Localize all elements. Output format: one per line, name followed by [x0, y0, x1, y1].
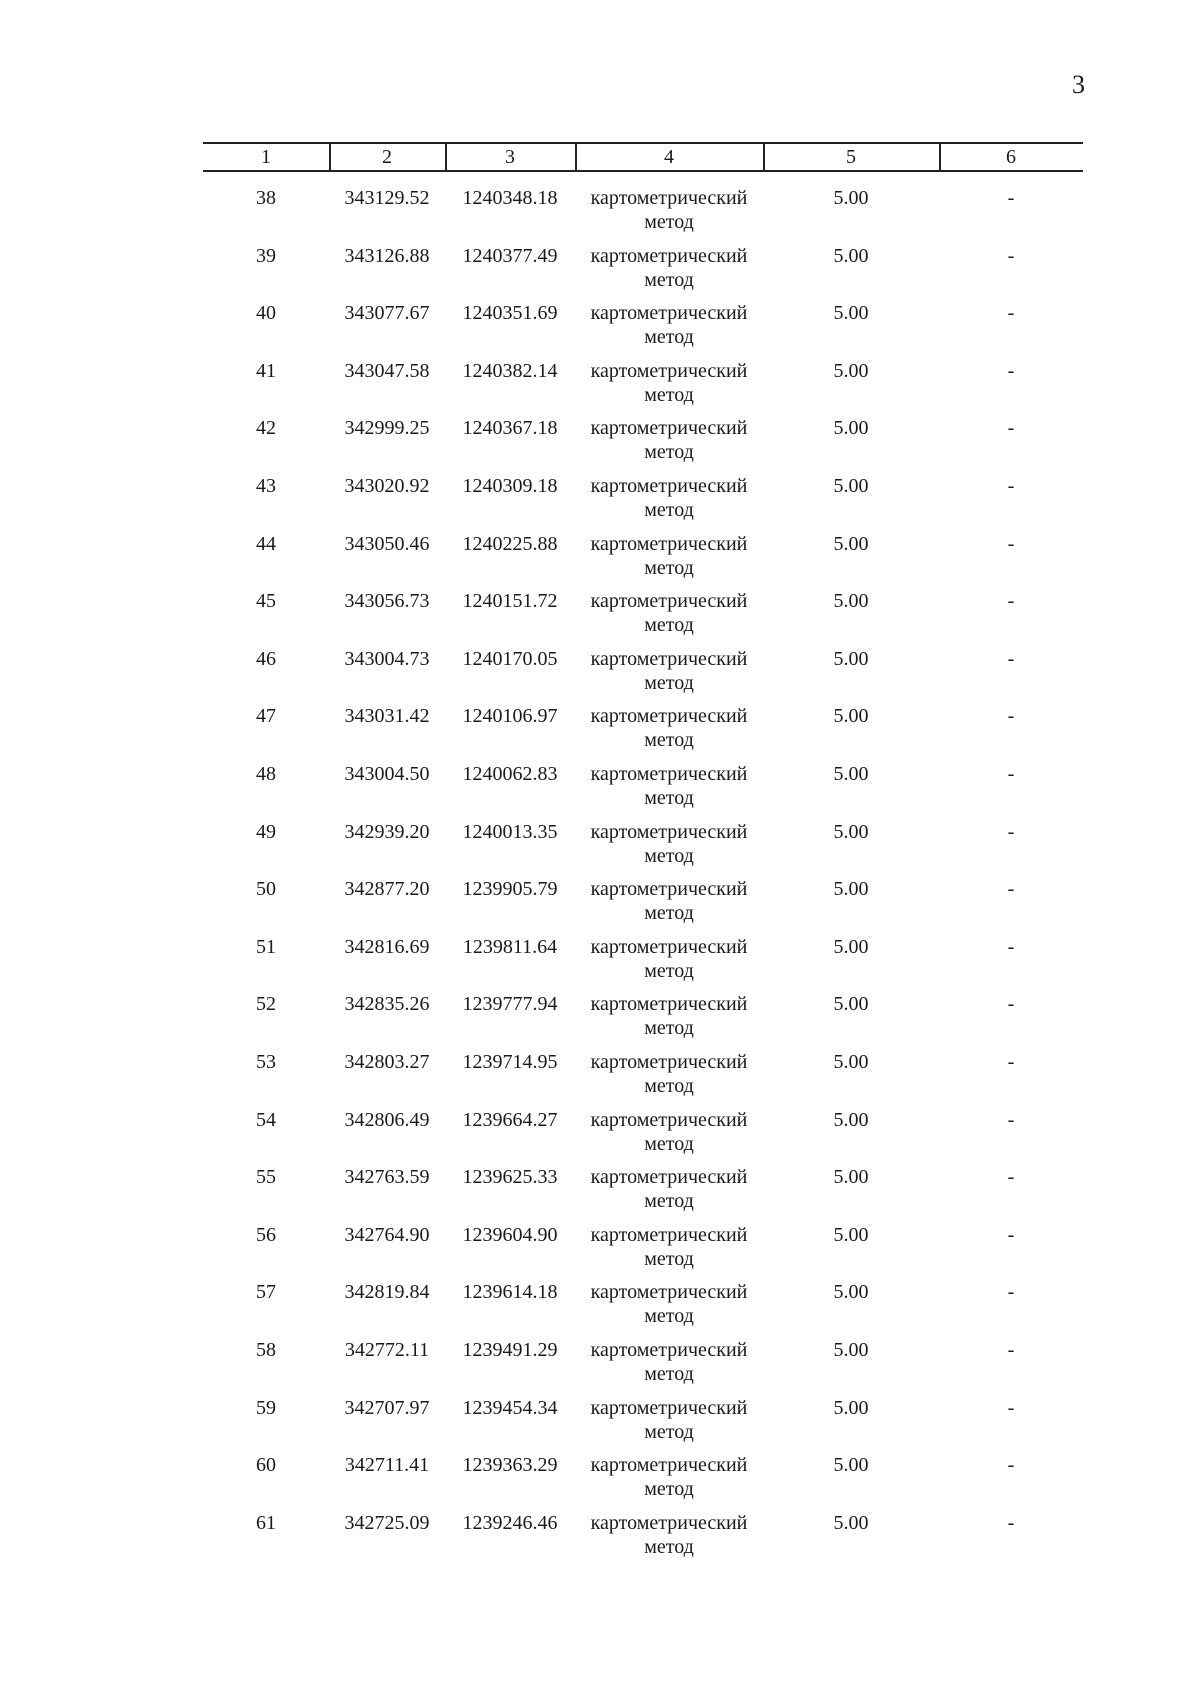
accuracy-cell: 5.00 [833, 1339, 869, 1361]
y-coordinate-cell: 1239363.29 [462, 1454, 558, 1477]
note-cell: - [1007, 532, 1015, 555]
method-line-2: метод [644, 1420, 694, 1443]
method-line-2: метод [644, 1535, 694, 1558]
method-line-2: метод [644, 614, 694, 637]
y-coordinate-cell: 1239491.29 [462, 1339, 558, 1361]
note-cell: - [1007, 1281, 1015, 1304]
method-line-1: картометрический [590, 244, 748, 267]
method-line-1: картометрический [590, 820, 748, 843]
method-line-1: картометрический [590, 647, 748, 670]
accuracy-cell: 5.00 [833, 1108, 869, 1131]
table-row [203, 359, 1083, 417]
point-number-cell: 40 [256, 302, 276, 325]
x-coordinate-cell: 343004.50 [344, 763, 430, 785]
point-number-cell: 61 [256, 1511, 276, 1534]
method-cell [575, 532, 763, 580]
table-row [203, 704, 1083, 762]
table-row [203, 820, 1083, 878]
note-cell: - [1007, 705, 1015, 728]
table-row [203, 1280, 1083, 1338]
y-coordinate-cell: 1240225.88 [462, 532, 558, 555]
point-number-cell: 53 [256, 1051, 276, 1073]
table-row [203, 532, 1083, 590]
method-line-1: картометрический [590, 1281, 748, 1304]
method-cell [575, 1108, 763, 1156]
method-line-2: метод [644, 671, 694, 694]
table-header [203, 142, 1083, 172]
accuracy-cell: 5.00 [833, 1166, 869, 1189]
method-line-1: картометрический [590, 590, 748, 613]
y-coordinate-cell: 1239454.34 [462, 1396, 558, 1419]
point-number-cell: 38 [256, 187, 276, 209]
method-cell [575, 301, 763, 349]
x-coordinate-cell: 342764.90 [344, 1223, 430, 1246]
method-cell [575, 474, 763, 522]
method-cell [575, 1511, 763, 1559]
point-number-cell: 46 [256, 647, 276, 670]
method-cell [575, 647, 763, 695]
method-line-1: картометрический [590, 187, 748, 209]
y-coordinate-cell: 1239664.27 [462, 1108, 558, 1131]
x-coordinate-cell: 342939.20 [344, 820, 430, 843]
method-line-1: картометрический [590, 935, 748, 958]
point-number-cell: 57 [256, 1281, 276, 1304]
header-col-4: 4 [664, 146, 674, 168]
method-line-1: картометрический [590, 1454, 748, 1477]
note-cell: - [1007, 1511, 1015, 1534]
point-number-cell: 47 [256, 705, 276, 728]
y-coordinate-cell: 1239777.94 [462, 993, 558, 1016]
x-coordinate-cell: 342772.11 [344, 1339, 430, 1361]
method-line-1: картометрический [590, 532, 748, 555]
x-coordinate-cell: 342803.27 [344, 1051, 430, 1073]
accuracy-cell: 5.00 [833, 935, 869, 958]
method-line-1: картометрический [590, 1108, 748, 1131]
y-coordinate-cell: 1239614.18 [462, 1281, 558, 1304]
note-cell: - [1007, 244, 1015, 267]
table-row [203, 1108, 1083, 1166]
method-cell [575, 1453, 763, 1501]
point-number-cell: 41 [256, 359, 276, 382]
accuracy-cell: 5.00 [833, 820, 869, 843]
x-coordinate-cell: 343020.92 [344, 475, 430, 497]
note-cell: - [1007, 417, 1015, 440]
note-cell: - [1007, 935, 1015, 958]
point-number-cell: 60 [256, 1454, 276, 1477]
method-line-1: картометрический [590, 359, 748, 382]
accuracy-cell: 5.00 [833, 302, 869, 325]
accuracy-cell: 5.00 [833, 1396, 869, 1419]
x-coordinate-cell: 343050.46 [344, 532, 430, 555]
point-number-cell: 39 [256, 244, 276, 267]
accuracy-cell: 5.00 [833, 1454, 869, 1477]
x-coordinate-cell: 342763.59 [344, 1166, 430, 1189]
table-row [203, 474, 1083, 532]
method-line-2: метод [644, 441, 694, 464]
y-coordinate-cell: 1240367.18 [462, 417, 558, 440]
x-coordinate-cell: 342819.84 [344, 1281, 430, 1304]
y-coordinate-cell: 1239905.79 [462, 878, 558, 901]
note-cell: - [1007, 1339, 1015, 1361]
note-cell: - [1007, 187, 1015, 209]
method-line-1: картометрический [590, 417, 748, 440]
method-line-2: метод [644, 1363, 694, 1385]
method-line-1: картометрический [590, 1223, 748, 1246]
method-cell [575, 186, 763, 234]
method-cell [575, 935, 763, 983]
y-coordinate-cell: 1239604.90 [462, 1223, 558, 1246]
accuracy-cell: 5.00 [833, 705, 869, 728]
table-row [203, 877, 1083, 935]
point-number-cell: 56 [256, 1223, 276, 1246]
accuracy-cell: 5.00 [833, 244, 869, 267]
method-line-2: метод [644, 1017, 694, 1040]
table-row [203, 416, 1083, 474]
note-cell: - [1007, 1223, 1015, 1246]
y-coordinate-cell: 1240377.49 [462, 244, 558, 267]
point-number-cell: 44 [256, 532, 276, 555]
x-coordinate-cell: 342877.20 [344, 878, 430, 901]
method-line-2: метод [644, 787, 694, 809]
accuracy-cell: 5.00 [833, 475, 869, 497]
accuracy-cell: 5.00 [833, 1511, 869, 1534]
method-cell [575, 1223, 763, 1271]
method-line-2: метод [644, 1247, 694, 1270]
table-row [203, 647, 1083, 705]
method-cell [575, 359, 763, 407]
method-line-2: метод [644, 844, 694, 867]
x-coordinate-cell: 343129.52 [344, 187, 430, 209]
point-number-cell: 59 [256, 1396, 276, 1419]
method-cell [575, 877, 763, 925]
y-coordinate-cell: 1239625.33 [462, 1166, 558, 1189]
table-row [203, 1338, 1083, 1396]
method-cell [575, 992, 763, 1040]
method-cell [575, 1338, 763, 1386]
y-coordinate-cell: 1240309.18 [462, 475, 558, 497]
x-coordinate-cell: 343126.88 [344, 244, 430, 267]
point-number-cell: 58 [256, 1339, 276, 1361]
accuracy-cell: 5.00 [833, 1281, 869, 1304]
point-number-cell: 52 [256, 993, 276, 1016]
point-number-cell: 49 [256, 820, 276, 843]
accuracy-cell: 5.00 [833, 1051, 869, 1073]
method-line-1: картометрический [590, 1339, 748, 1361]
method-cell [575, 589, 763, 637]
method-line-2: метод [644, 1132, 694, 1155]
table-row [203, 935, 1083, 993]
method-line-2: метод [644, 729, 694, 752]
header-col-6: 6 [1006, 146, 1016, 168]
header-col-2: 2 [382, 146, 392, 168]
y-coordinate-cell: 1240106.97 [462, 705, 558, 728]
table-row [203, 1165, 1083, 1223]
header-col-5: 5 [846, 146, 856, 168]
x-coordinate-cell: 342707.97 [344, 1396, 430, 1419]
note-cell: - [1007, 993, 1015, 1016]
method-line-2: метод [644, 211, 694, 233]
table-row [203, 1453, 1083, 1511]
accuracy-cell: 5.00 [833, 878, 869, 901]
method-line-1: картометрический [590, 1511, 748, 1534]
y-coordinate-cell: 1240062.83 [462, 763, 558, 785]
note-cell: - [1007, 1108, 1015, 1131]
y-coordinate-cell: 1239811.64 [462, 935, 558, 958]
method-line-1: картометрический [590, 302, 748, 325]
note-cell: - [1007, 820, 1015, 843]
table-row [203, 1050, 1083, 1108]
accuracy-cell: 5.00 [833, 763, 869, 785]
x-coordinate-cell: 343056.73 [344, 590, 430, 613]
method-line-2: метод [644, 1075, 694, 1097]
method-cell [575, 1396, 763, 1444]
accuracy-cell: 5.00 [833, 187, 869, 209]
note-cell: - [1007, 1166, 1015, 1189]
y-coordinate-cell: 1239714.95 [462, 1051, 558, 1073]
page-number: 3 [1072, 70, 1085, 99]
method-line-2: метод [644, 1305, 694, 1328]
table-row [203, 186, 1083, 244]
method-cell [575, 1165, 763, 1213]
x-coordinate-cell: 342999.25 [344, 417, 430, 440]
method-cell [575, 244, 763, 292]
method-line-2: метод [644, 268, 694, 291]
note-cell: - [1007, 763, 1015, 785]
method-line-2: метод [644, 902, 694, 925]
y-coordinate-cell: 1240151.72 [462, 590, 558, 613]
table-row [203, 1396, 1083, 1454]
method-line-2: метод [644, 1190, 694, 1213]
point-number-cell: 54 [256, 1108, 276, 1131]
x-coordinate-cell: 342711.41 [344, 1454, 430, 1477]
accuracy-cell: 5.00 [833, 417, 869, 440]
note-cell: - [1007, 359, 1015, 382]
method-line-2: метод [644, 383, 694, 406]
method-line-2: метод [644, 499, 694, 521]
accuracy-cell: 5.00 [833, 359, 869, 382]
method-cell [575, 1280, 763, 1328]
method-line-1: картометрический [590, 475, 748, 497]
accuracy-cell: 5.00 [833, 590, 869, 613]
note-cell: - [1007, 647, 1015, 670]
method-line-2: метод [644, 1478, 694, 1501]
point-number-cell: 55 [256, 1166, 276, 1189]
method-line-1: картометрический [590, 705, 748, 728]
point-number-cell: 42 [256, 417, 276, 440]
x-coordinate-cell: 343077.67 [344, 302, 430, 325]
method-line-1: картометрический [590, 993, 748, 1016]
x-coordinate-cell: 342806.49 [344, 1108, 430, 1131]
note-cell: - [1007, 590, 1015, 613]
method-line-2: метод [644, 556, 694, 579]
note-cell: - [1007, 302, 1015, 325]
x-coordinate-cell: 342835.26 [344, 993, 430, 1016]
header-col-1: 1 [261, 146, 271, 168]
method-cell [575, 820, 763, 868]
note-cell: - [1007, 1454, 1015, 1477]
accuracy-cell: 5.00 [833, 532, 869, 555]
y-coordinate-cell: 1240382.14 [462, 359, 558, 382]
table-row [203, 992, 1083, 1050]
x-coordinate-cell: 343004.73 [344, 647, 430, 670]
x-coordinate-cell: 343047.58 [344, 359, 430, 382]
method-cell [575, 762, 763, 810]
accuracy-cell: 5.00 [833, 1223, 869, 1246]
method-line-2: метод [644, 326, 694, 349]
method-cell [575, 416, 763, 464]
table-row [203, 1511, 1083, 1569]
point-number-cell: 50 [256, 878, 276, 901]
method-cell [575, 704, 763, 752]
method-line-2: метод [644, 959, 694, 982]
accuracy-cell: 5.00 [833, 647, 869, 670]
x-coordinate-cell: 342725.09 [344, 1511, 430, 1534]
table-row [203, 1223, 1083, 1281]
table-row [203, 301, 1083, 359]
point-number-cell: 48 [256, 763, 276, 785]
y-coordinate-cell: 1240170.05 [462, 647, 558, 670]
x-coordinate-cell: 343031.42 [344, 705, 430, 728]
y-coordinate-cell: 1240348.18 [462, 187, 558, 209]
method-line-1: картометрический [590, 1051, 748, 1073]
note-cell: - [1007, 1051, 1015, 1073]
method-line-1: картометрический [590, 1396, 748, 1419]
y-coordinate-cell: 1240013.35 [462, 820, 558, 843]
method-line-1: картометрический [590, 763, 748, 785]
method-line-1: картометрический [590, 1166, 748, 1189]
table-row [203, 589, 1083, 647]
x-coordinate-cell: 342816.69 [344, 935, 430, 958]
table-row [203, 762, 1083, 820]
accuracy-cell: 5.00 [833, 993, 869, 1016]
header-col-3: 3 [505, 146, 515, 168]
point-number-cell: 43 [256, 475, 276, 497]
table-row [203, 244, 1083, 302]
note-cell: - [1007, 475, 1015, 497]
method-line-1: картометрический [590, 878, 748, 901]
y-coordinate-cell: 1239246.46 [462, 1511, 558, 1534]
note-cell: - [1007, 1396, 1015, 1419]
method-cell [575, 1050, 763, 1098]
y-coordinate-cell: 1240351.69 [462, 302, 558, 325]
point-number-cell: 45 [256, 590, 276, 613]
point-number-cell: 51 [256, 935, 276, 958]
note-cell: - [1007, 878, 1015, 901]
